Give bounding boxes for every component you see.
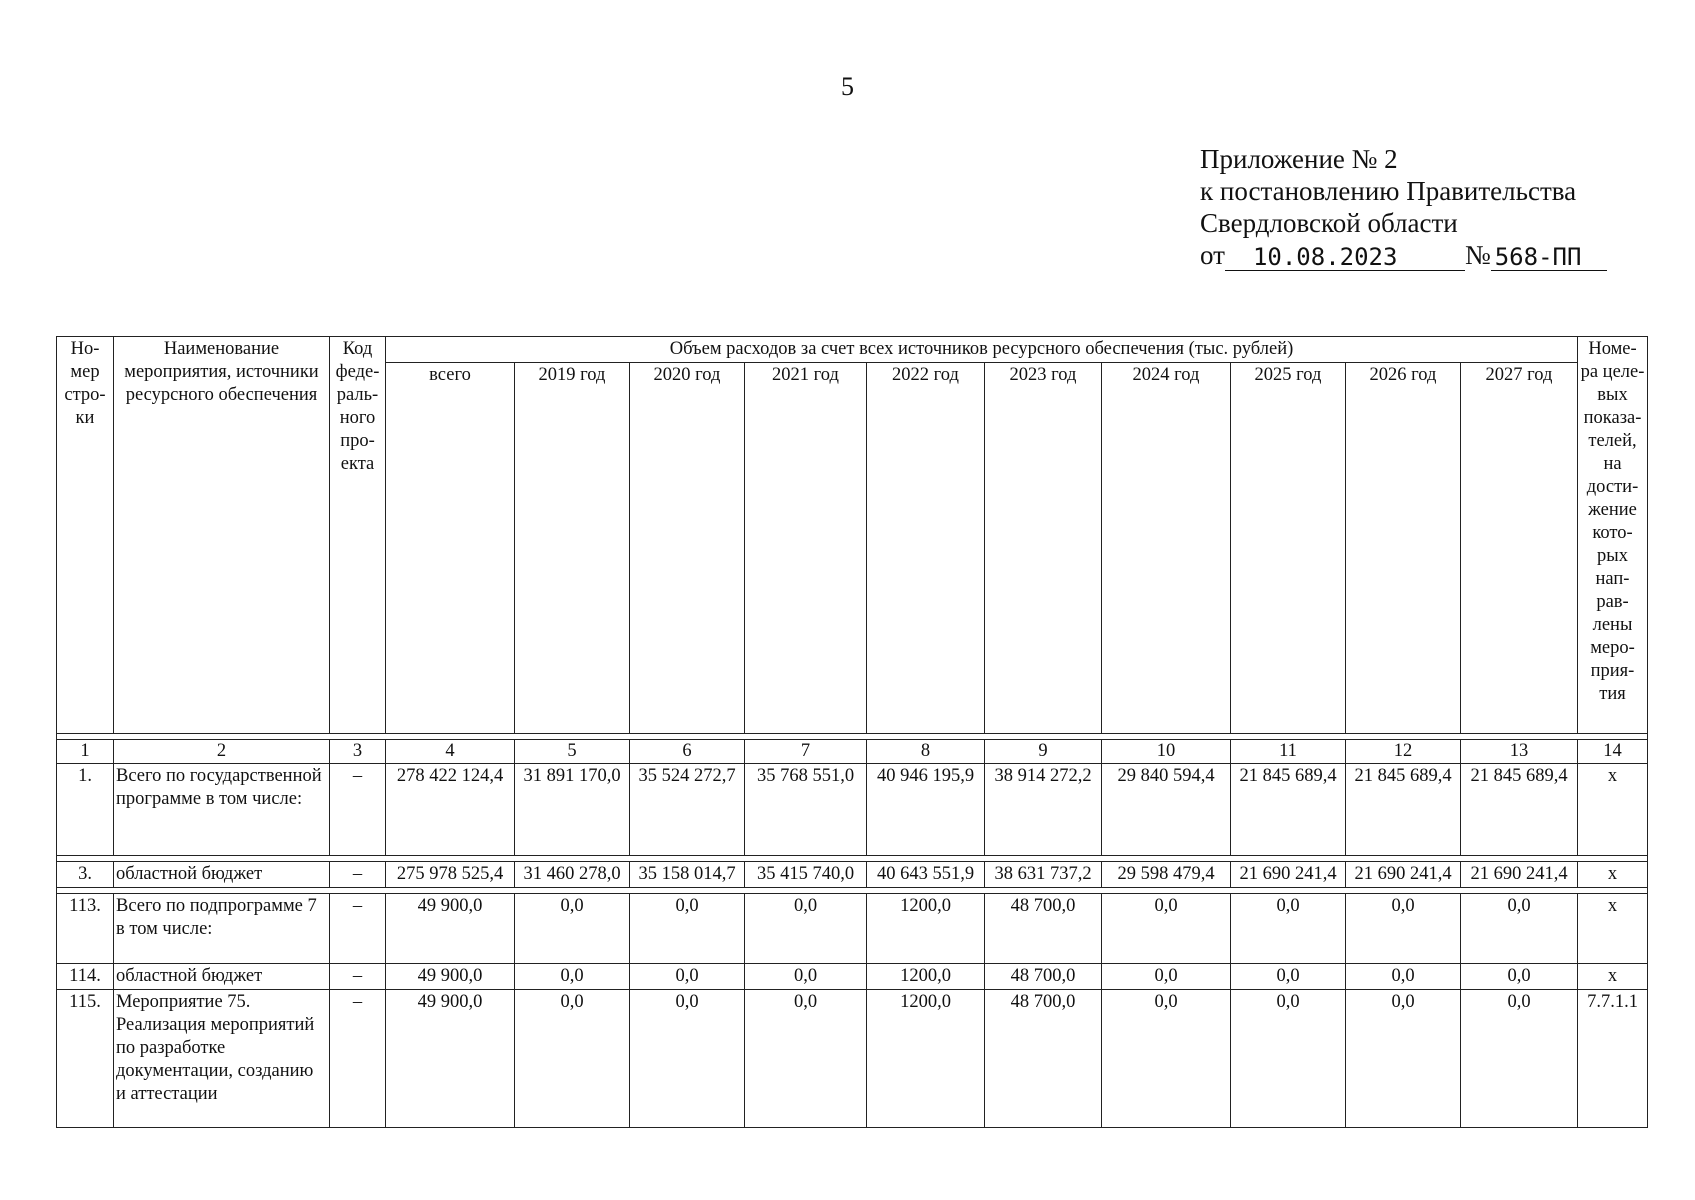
- header-row: [57, 337, 1648, 363]
- row-code-cell: –: [330, 862, 386, 888]
- column-index: 9: [985, 740, 1102, 764]
- row-year-cell: 35 158 014,7: [630, 862, 745, 888]
- row-year-cell: 48 700,0: [985, 894, 1102, 964]
- row-year-cell: 0,0: [1346, 990, 1461, 1128]
- appendix-region: Свердловской области: [1200, 208, 1458, 238]
- header-year: 2019 год: [515, 363, 630, 734]
- column-index: 12: [1346, 740, 1461, 764]
- row-year-cell: 21 690 241,4: [1346, 862, 1461, 888]
- row-year-cell: 0,0: [630, 990, 745, 1128]
- decree-number: 568-ПП: [1491, 244, 1607, 271]
- header-year: 2024 год: [1102, 363, 1231, 734]
- column-index: 13: [1461, 740, 1578, 764]
- from-label: от: [1200, 240, 1225, 270]
- row-year-cell: 35 768 551,0: [745, 764, 867, 856]
- column-index: 14: [1578, 740, 1648, 764]
- table-row: [57, 862, 1648, 888]
- decree-date-number: [1200, 239, 1660, 271]
- header-year: 2026 год: [1346, 363, 1461, 734]
- column-index: 1: [57, 740, 114, 764]
- header-row-number: Но-мер стро-ки: [57, 337, 114, 734]
- header-total: всего: [386, 363, 515, 734]
- row-year-cell: 0,0: [1102, 964, 1231, 990]
- header-indicators: Номе-ра целе-вых показа-телей, на дости-жение кото-рых нап-рав-лены меро-прия-тия: [1578, 337, 1648, 734]
- row-year-cell: 21 845 689,4: [1231, 764, 1346, 856]
- table-body: [57, 764, 1648, 1128]
- header-year: 2023 год: [985, 363, 1102, 734]
- row-year-cell: 35 415 740,0: [745, 862, 867, 888]
- row-year-cell: 0,0: [515, 964, 630, 990]
- row-year-cell: 0,0: [515, 990, 630, 1128]
- column-index: 3: [330, 740, 386, 764]
- row-name-cell: Всего по государственной программе в том числе:: [114, 764, 330, 856]
- row-year-cell: 0,0: [1102, 894, 1231, 964]
- row-year-cell: 21 690 241,4: [1231, 862, 1346, 888]
- row-year-cell: 1200,0: [867, 990, 985, 1128]
- row-year-cell: 38 631 737,2: [985, 862, 1102, 888]
- row-year-cell: 29 840 594,4: [1102, 764, 1231, 856]
- row-year-cell: 0,0: [630, 964, 745, 990]
- row-code-cell: –: [330, 894, 386, 964]
- row-indicator-cell: 7.7.1.1: [1578, 990, 1648, 1128]
- row-year-cell: 1200,0: [867, 964, 985, 990]
- row-year-cell: 21 845 689,4: [1346, 764, 1461, 856]
- row-year-cell: 21 690 241,4: [1461, 862, 1578, 888]
- row-year-cell: 0,0: [1231, 990, 1346, 1128]
- appendix-title: Приложение № 2: [1200, 144, 1398, 174]
- table-row: [57, 964, 1648, 990]
- row-year-cell: 0,0: [1461, 894, 1578, 964]
- appendix-decree: к постановлению Правительства: [1200, 176, 1577, 206]
- appendix-block: [1200, 143, 1660, 271]
- row-year-cell: 40 643 551,9: [867, 862, 985, 888]
- row-indicator-cell: x: [1578, 862, 1648, 888]
- column-index: 4: [386, 740, 515, 764]
- header-volume-group: Объем расходов за счет всех источников ресурсного обеспечения (тыс. рублей): [386, 337, 1578, 363]
- row-year-cell: 48 700,0: [985, 964, 1102, 990]
- row-year-cell: 40 946 195,9: [867, 764, 985, 856]
- column-index: 5: [515, 740, 630, 764]
- expenditure-table: [56, 336, 1648, 1128]
- row-total-cell: 49 900,0: [386, 990, 515, 1128]
- row-year-cell: 0,0: [515, 894, 630, 964]
- row-year-cell: 0,0: [1461, 964, 1578, 990]
- header-year: 2025 год: [1231, 363, 1346, 734]
- row-name-cell: областной бюджет: [114, 964, 330, 990]
- row-name-cell: Всего по подпрограмме 7 в том числе:: [114, 894, 330, 964]
- row-year-cell: 0,0: [745, 894, 867, 964]
- row-year-cell: 0,0: [1461, 990, 1578, 1128]
- row-total-cell: 49 900,0: [386, 894, 515, 964]
- row-total-cell: 278 422 124,4: [386, 764, 515, 856]
- row-name-cell: Мероприятие 75. Реализация мероприятий по разработке документации, созданию и аттестации: [114, 990, 330, 1128]
- row-code-cell: –: [330, 990, 386, 1128]
- table-row: [57, 764, 1648, 856]
- number-label: №: [1464, 240, 1491, 270]
- row-year-cell: 0,0: [1346, 964, 1461, 990]
- row-year-cell: 0,0: [1231, 894, 1346, 964]
- row-number-cell: 1.: [57, 764, 114, 856]
- row-code-cell: –: [330, 764, 386, 856]
- row-indicator-cell: x: [1578, 894, 1648, 964]
- row-year-cell: 21 845 689,4: [1461, 764, 1578, 856]
- header-year: 2027 год: [1461, 363, 1578, 734]
- table-row: [57, 990, 1648, 1128]
- header-name: Наименование мероприятия, источники ресурсного обеспечения: [114, 337, 330, 734]
- row-name-cell: областной бюджет: [114, 862, 330, 888]
- row-number-cell: 113.: [57, 894, 114, 964]
- column-index: 2: [114, 740, 330, 764]
- row-code-cell: –: [330, 964, 386, 990]
- row-number-cell: 115.: [57, 990, 114, 1128]
- decree-date: 10.08.2023: [1225, 244, 1465, 271]
- row-number-cell: 114.: [57, 964, 114, 990]
- header-year: 2020 год: [630, 363, 745, 734]
- row-year-cell: 0,0: [1231, 964, 1346, 990]
- row-year-cell: 29 598 479,4: [1102, 862, 1231, 888]
- header-year: 2022 год: [867, 363, 985, 734]
- header-year: 2021 год: [745, 363, 867, 734]
- column-index: 6: [630, 740, 745, 764]
- row-year-cell: 35 524 272,7: [630, 764, 745, 856]
- row-year-cell: 0,0: [745, 964, 867, 990]
- row-year-cell: 0,0: [745, 990, 867, 1128]
- table-row: [57, 894, 1648, 964]
- row-year-cell: 31 891 170,0: [515, 764, 630, 856]
- row-year-cell: 31 460 278,0: [515, 862, 630, 888]
- row-year-cell: 38 914 272,2: [985, 764, 1102, 856]
- row-year-cell: 0,0: [630, 894, 745, 964]
- row-total-cell: 275 978 525,4: [386, 862, 515, 888]
- row-year-cell: 48 700,0: [985, 990, 1102, 1128]
- column-index: 10: [1102, 740, 1231, 764]
- row-total-cell: 49 900,0: [386, 964, 515, 990]
- column-index: 8: [867, 740, 985, 764]
- page-number: 5: [841, 72, 854, 101]
- row-year-cell: 0,0: [1102, 990, 1231, 1128]
- row-indicator-cell: x: [1578, 964, 1648, 990]
- row-year-cell: 0,0: [1346, 894, 1461, 964]
- column-index-row: [57, 740, 1648, 764]
- header-federal-code: Код феде-раль-ного про-екта: [330, 337, 386, 734]
- row-indicator-cell: x: [1578, 764, 1648, 856]
- row-number-cell: 3.: [57, 862, 114, 888]
- row-year-cell: 1200,0: [867, 894, 985, 964]
- column-index: 11: [1231, 740, 1346, 764]
- column-index: 7: [745, 740, 867, 764]
